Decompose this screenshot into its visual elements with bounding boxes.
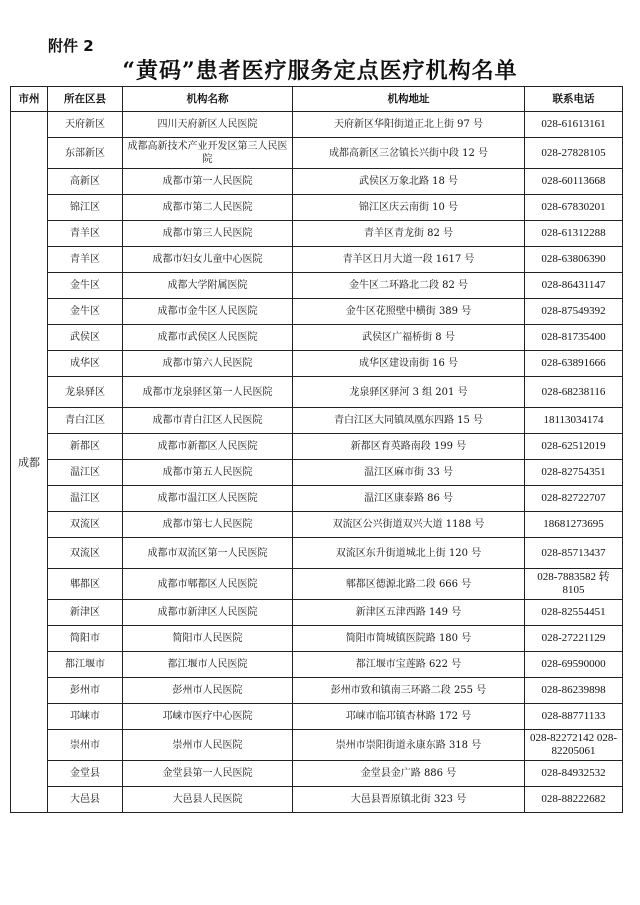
institution-address-cell: 双流区东升街道城北上街 120 号 — [293, 538, 525, 569]
institution-name-cell: 崇州市人民医院 — [123, 730, 293, 761]
table-row — [11, 351, 623, 377]
header-institution-address: 机构地址 — [293, 87, 525, 112]
district-cell: 彭州市 — [48, 678, 123, 704]
phone-cell: 028-63806390 — [525, 247, 623, 273]
district-cell: 双流区 — [48, 538, 123, 569]
table-row — [11, 434, 623, 460]
header-city: 市州 — [11, 87, 48, 112]
phone-cell: 028-60113668 — [525, 169, 623, 195]
table-row — [11, 761, 623, 787]
institution-address-cell: 温江区康泰路 86 号 — [293, 486, 525, 512]
institution-address-cell: 崇州市崇阳街道永康东路 318 号 — [293, 730, 525, 761]
district-cell: 崇州市 — [48, 730, 123, 761]
district-cell: 金堂县 — [48, 761, 123, 787]
institution-name-cell: 大邑县人民医院 — [123, 787, 293, 813]
institution-name-cell: 成都市青白江区人民医院 — [123, 408, 293, 434]
district-cell: 成华区 — [48, 351, 123, 377]
table-row — [11, 787, 623, 813]
institution-address-cell: 青白江区大同镇凤凰东四路 15 号 — [293, 408, 525, 434]
institution-name-cell: 成都市武侯区人民医院 — [123, 325, 293, 351]
attachment-label: 附件 2 — [48, 37, 94, 55]
phone-cell: 028-81735400 — [525, 325, 623, 351]
phone-cell: 028-82554451 — [525, 600, 623, 626]
table-row — [11, 408, 623, 434]
table-header-row — [11, 87, 623, 112]
table-row — [11, 247, 623, 273]
phone-cell: 028-86431147 — [525, 273, 623, 299]
phone-cell: 028-88771133 — [525, 704, 623, 730]
institution-address-cell: 都江堰市宝莲路 622 号 — [293, 652, 525, 678]
table-row — [11, 486, 623, 512]
institution-name-cell: 成都市温江区人民医院 — [123, 486, 293, 512]
phone-cell: 028-86239898 — [525, 678, 623, 704]
district-cell: 青白江区 — [48, 408, 123, 434]
institution-address-cell: 简阳市简城镇医院路 180 号 — [293, 626, 525, 652]
institution-address-cell: 青羊区青龙街 82 号 — [293, 221, 525, 247]
institution-address-cell: 锦江区庆云南街 10 号 — [293, 195, 525, 221]
institution-name-cell: 成都市新都区人民医院 — [123, 434, 293, 460]
institution-address-cell: 金牛区二环路北二段 82 号 — [293, 273, 525, 299]
phone-cell: 028-82754351 — [525, 460, 623, 486]
phone-cell: 028-67830201 — [525, 195, 623, 221]
district-cell: 青羊区 — [48, 247, 123, 273]
district-cell: 都江堰市 — [48, 652, 123, 678]
institution-name-cell: 成都市第二人民医院 — [123, 195, 293, 221]
institution-address-cell: 温江区麻市街 33 号 — [293, 460, 525, 486]
district-cell: 天府新区 — [48, 112, 123, 138]
institution-name-cell: 简阳市人民医院 — [123, 626, 293, 652]
phone-cell: 028-27221129 — [525, 626, 623, 652]
institution-address-cell: 成都高新区三岔镇长兴街中段 12 号 — [293, 138, 525, 169]
institution-name-cell: 成都市第三人民医院 — [123, 221, 293, 247]
institution-name-cell: 成都市新津区人民医院 — [123, 600, 293, 626]
table-row — [11, 678, 623, 704]
institution-address-cell: 双流区公兴街道双兴大道 1188 号 — [293, 512, 525, 538]
phone-cell: 028-61613161 — [525, 112, 623, 138]
institution-address-cell: 金牛区花照壁中横街 389 号 — [293, 299, 525, 325]
institution-address-cell: 武侯区广福桥街 8 号 — [293, 325, 525, 351]
institution-name-cell: 四川天府新区人民医院 — [123, 112, 293, 138]
district-cell: 高新区 — [48, 169, 123, 195]
phone-cell: 028-63891666 — [525, 351, 623, 377]
table-row — [11, 377, 623, 408]
district-cell: 东部新区 — [48, 138, 123, 169]
institution-address-cell: 新都区育英路南段 199 号 — [293, 434, 525, 460]
phone-cell: 028-88222682 — [525, 787, 623, 813]
institution-address-cell: 新津区五津西路 149 号 — [293, 600, 525, 626]
document-title: “黄码”患者医疗服务定点医疗机构名单 — [122, 58, 518, 84]
institution-address-cell: 天府新区华阳街道正北上街 97 号 — [293, 112, 525, 138]
district-cell: 青羊区 — [48, 221, 123, 247]
table-row — [11, 569, 623, 600]
phone-cell: 028-62512019 — [525, 434, 623, 460]
district-cell: 金牛区 — [48, 273, 123, 299]
institution-name-cell: 成都市郫都区人民医院 — [123, 569, 293, 600]
district-cell: 新津区 — [48, 600, 123, 626]
institution-name-cell: 成都市第七人民医院 — [123, 512, 293, 538]
institution-name-cell: 成都市第五人民医院 — [123, 460, 293, 486]
institution-name-cell: 成都市双流区第一人民医院 — [123, 538, 293, 569]
table-row — [11, 600, 623, 626]
phone-cell: 028-87549392 — [525, 299, 623, 325]
phone-cell: 028-84932532 — [525, 761, 623, 787]
institution-address-cell: 邛崃市临邛镇杏林路 172 号 — [293, 704, 525, 730]
table-row — [11, 221, 623, 247]
district-cell: 郫都区 — [48, 569, 123, 600]
district-cell: 龙泉驿区 — [48, 377, 123, 408]
table-row — [11, 626, 623, 652]
header-phone: 联系电话 — [525, 87, 623, 112]
phone-cell: 18113034174 — [525, 408, 623, 434]
institution-name-cell: 邛崃市医疗中心医院 — [123, 704, 293, 730]
institution-name-cell: 彭州市人民医院 — [123, 678, 293, 704]
table-row — [11, 460, 623, 486]
district-cell: 大邑县 — [48, 787, 123, 813]
phone-cell: 028-82272142 028-82205061 — [525, 730, 623, 761]
institution-address-cell: 成华区建设南街 16 号 — [293, 351, 525, 377]
table-row — [11, 704, 623, 730]
institution-name-cell: 都江堰市人民医院 — [123, 652, 293, 678]
district-cell: 双流区 — [48, 512, 123, 538]
district-cell: 金牛区 — [48, 299, 123, 325]
table-row — [11, 538, 623, 569]
institution-name-cell: 成都高新技术产业开发区第三人民医院 — [123, 138, 293, 169]
table-row — [11, 512, 623, 538]
district-cell: 温江区 — [48, 460, 123, 486]
table-row — [11, 730, 623, 761]
district-cell: 武侯区 — [48, 325, 123, 351]
table-row — [11, 138, 623, 169]
district-cell: 锦江区 — [48, 195, 123, 221]
phone-cell: 028-69590000 — [525, 652, 623, 678]
institution-address-cell: 大邑县晋原镇北街 323 号 — [293, 787, 525, 813]
phone-cell: 028-27828105 — [525, 138, 623, 169]
institution-address-cell: 郫都区德源北路二段 666 号 — [293, 569, 525, 600]
institution-name-cell: 成都市第一人民医院 — [123, 169, 293, 195]
phone-cell: 028-7883582 转 8105 — [525, 569, 623, 600]
header-district: 所在区县 — [48, 87, 123, 112]
table-row — [11, 169, 623, 195]
institution-name-cell: 成都市龙泉驿区第一人民医院 — [123, 377, 293, 408]
institution-address-cell: 彭州市致和镇南三环路二段 255 号 — [293, 678, 525, 704]
table-row — [11, 273, 623, 299]
table-row — [11, 299, 623, 325]
institution-name-cell: 成都大学附属医院 — [123, 273, 293, 299]
header-institution-name: 机构名称 — [123, 87, 293, 112]
institution-name-cell: 金堂县第一人民医院 — [123, 761, 293, 787]
phone-cell: 028-82722707 — [525, 486, 623, 512]
institution-name-cell: 成都市妇女儿童中心医院 — [123, 247, 293, 273]
table-row — [11, 652, 623, 678]
institution-name-cell: 成都市第六人民医院 — [123, 351, 293, 377]
city-cell: 成都 — [11, 112, 48, 813]
institution-name-cell: 成都市金牛区人民医院 — [123, 299, 293, 325]
phone-cell: 028-85713437 — [525, 538, 623, 569]
institution-address-cell: 青羊区日月大道一段 1617 号 — [293, 247, 525, 273]
phone-cell: 18681273695 — [525, 512, 623, 538]
district-cell: 温江区 — [48, 486, 123, 512]
institution-address-cell: 金堂县金广路 886 号 — [293, 761, 525, 787]
district-cell: 简阳市 — [48, 626, 123, 652]
district-cell: 邛崃市 — [48, 704, 123, 730]
table-row — [11, 195, 623, 221]
institution-address-cell: 龙泉驿区驿河 3 组 201 号 — [293, 377, 525, 408]
phone-cell: 028-61312288 — [525, 221, 623, 247]
institution-address-cell: 武侯区万象北路 18 号 — [293, 169, 525, 195]
hospital-table — [10, 86, 623, 813]
phone-cell: 028-68238116 — [525, 377, 623, 408]
table-row — [11, 112, 623, 138]
table-row — [11, 325, 623, 351]
district-cell: 新都区 — [48, 434, 123, 460]
